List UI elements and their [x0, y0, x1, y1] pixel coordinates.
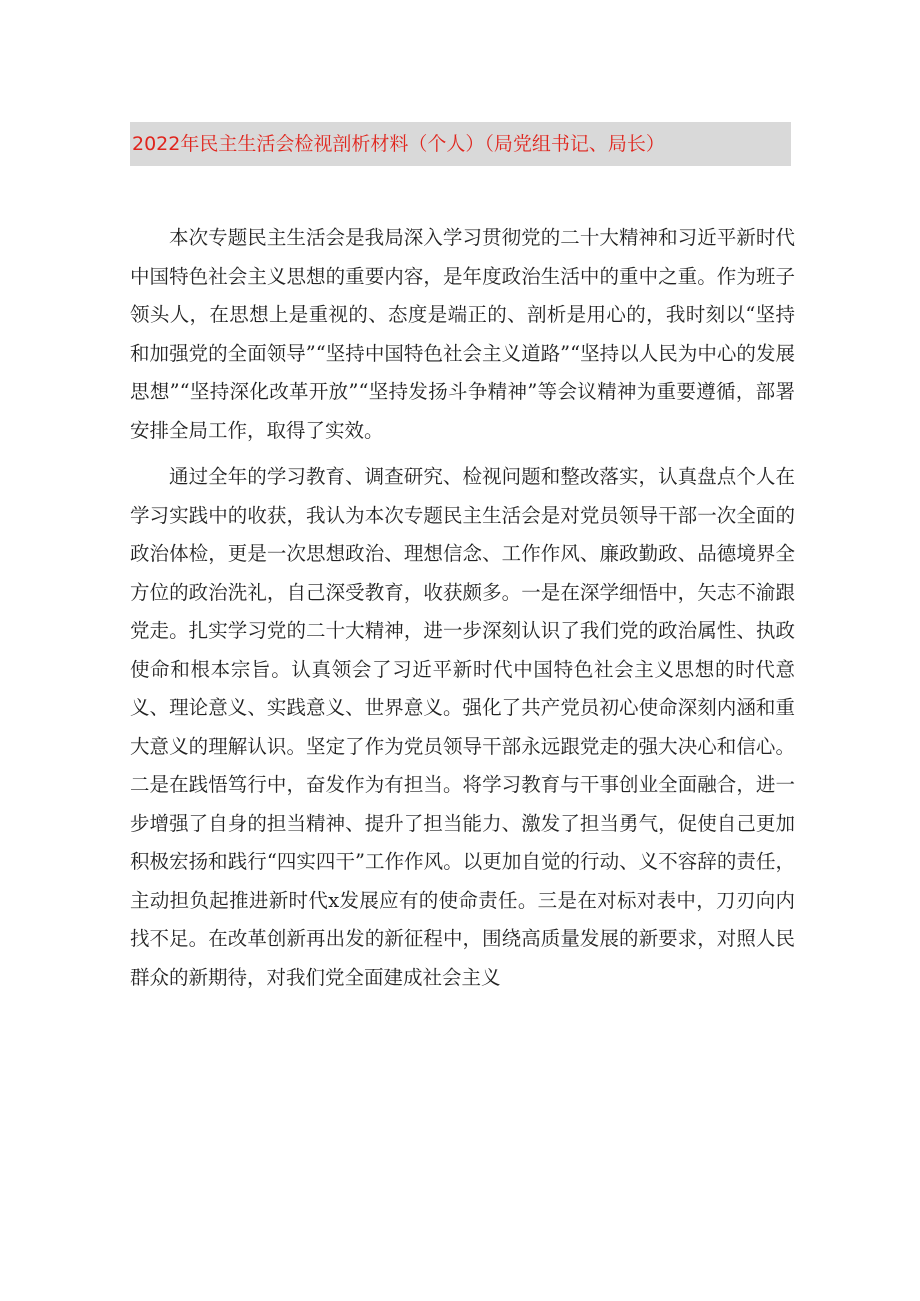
- paragraph-2: 通过全年的学习教育、调查研究、检视问题和整改落实，认真盘点个人在学习实践中的收获，我认为本次专题民主生活会是对党员领导干部一次全面的政治体检，更是一次思想政治、理想信念、工作作风、廉政勤政、品德境界全方位的政治洗礼，自己深受教育，收获颇多。一是在深学细悟中，矢志不渝跟党走。扎实学习党的二十大精神，进一步深刻认识了我们党的政治属性、执政使命和根本宗旨。认真领会了习近平新时代中国特色社会主义思想的时代意义、理论意义、实践意义、世界意义。强化了共产党员初心使命深刻内涵和重大意义的理解认识。坚定了作为党员领导干部永远跟党走的强大决心和信心。二是在践悟笃行中，奋发作为有担当。将学习教育与干事创业全面融合，进一步增强了自身的担当精神、提升了担当能力、激发了担当勇气，促使自己更加积极宏扬和践行“四实四干”工作作风。以更加自觉的行动、义不容辞的责任，主动担负起推进新时代x发展应有的使命责任。三是在对标对表中，刀刃向内找不足。在改革创新再出发的新征程中，围绕高质量发展的新要求，对照人民群众的新期待，对我们党全面建成社会主义: [130, 465, 795, 989]
- paragraph-1: 本次专题民主生活会是我局深入学习贯彻党的二十大精神和习近平新时代中国特色社会主义思想的重要内容，是年度政治生活中的重中之重。作为班子领头人，在思想上是重视的、态度是端正的、剖析是用心的，我时刻以“坚持和加强党的全面领导”“坚持中国特色社会主义道路”“坚持以人民为中心的发展思想”“坚持深化改革开放”“坚持发扬斗争精神”等会议精神为重要遵循，部署安排全局工作，取得了实效。: [130, 226, 795, 442]
- title-banner: [130, 122, 791, 166]
- document-title: 2022年民主生活会检视剖析材料（个人）（局党组书记、局长）: [132, 133, 665, 155]
- document-body: [130, 219, 795, 1005]
